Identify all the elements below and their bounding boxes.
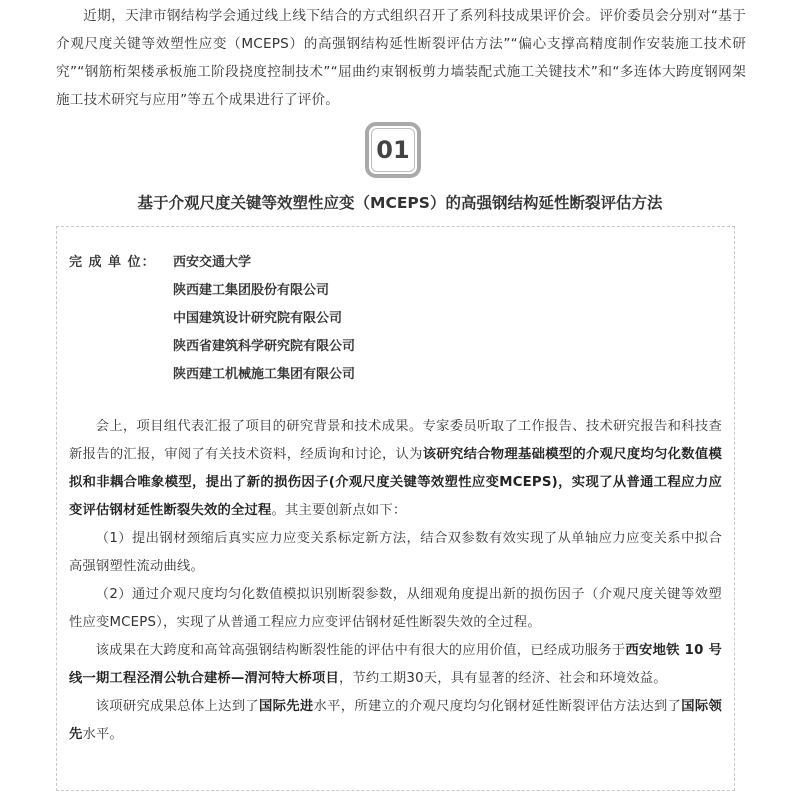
section-heading: 基于介观尺度关键等效塑性应变（MCEPS）的高强钢结构延性断裂评估方法 [137, 194, 663, 212]
unit-name: 陕西建工机械施工集团有限公司 [173, 367, 356, 382]
conclusion-paragraph [69, 693, 722, 749]
text-run: 该项研究成果总体上达到了 [95, 699, 260, 714]
unit-name: 陕西建工集团股份有限公司 [173, 283, 330, 298]
text-run: 。其主要创新点如下： [271, 503, 407, 518]
unit-name: 中国建筑设计研究院有限公司 [173, 311, 343, 326]
innovation-point-1: （1）提出钢材颈缩后真实应力应变关系标定新方法，结合双参数有效实现了从单轴应力应变关系中拟合高强钢塑性流动曲线。 [69, 531, 722, 574]
unit-name: 陕西省建筑科学研究院有限公司 [173, 339, 356, 354]
units-label: 完 成 单 位： [69, 255, 156, 270]
achievement-box [56, 226, 735, 791]
text-run: 水平，所建立的介观尺度均匀化钢材延性断裂评估方法达到了 [313, 699, 682, 714]
units-row [69, 249, 355, 277]
bold-text-run: 国际先进 [259, 699, 314, 714]
section-number: 01 [371, 128, 415, 172]
text-run: 水平。 [82, 727, 123, 742]
bold-text-run: 国际领先 [69, 699, 722, 742]
innovation-point-2: （2）通过介观尺度均匀化数值模拟识别断裂参数，从细观角度提出新的损伤因子（介观尺度关键等效塑性应变MCEPS），实现了从普通工程应力应变评估钢材延性断裂失效的全过程。 [69, 587, 722, 630]
text-run: 会上，项目组代表汇报了项目的研究背景和技术成果。专家委员听取了工作报告、技术研究报告和科技查新报告的汇报，审阅了有关技术资料，经质询和讨论，认为 [69, 419, 722, 462]
bold-text-run: 该研究结合物理基础模型的介观尺度均匀化数值模拟和非耦合唯象模型，提出了新的损伤因子(介观尺度关键等效塑性应变MCEPS)，实现了从普通工程应力应变评估钢材延性断裂失效的全过程 [69, 447, 722, 518]
text-run: 该成果在大跨度和高耸高强钢结构断裂性能的评估中有很大的应用价值，已经成功服务于 [95, 643, 626, 658]
bold-text-run: 西安地铁 10 号线一期工程泾渭公轨合建桥—渭河特大桥项目 [69, 643, 722, 686]
section-number-badge [365, 122, 421, 178]
evaluation-body [69, 413, 722, 749]
evaluation-paragraph [69, 413, 722, 525]
unit-name: 西安交通大学 [173, 255, 252, 270]
completion-units [69, 249, 355, 389]
intro-paragraph: 近期，天津市钢结构学会通过线上线下结合的方式组织召开了系列科技成果评价会。评价委员会分别对“基于介观尺度关键等效塑性应变（MCEPS）的高强钢结构延性断裂评估方法”“偏心支撑高精度制作安装施工技术研究”“钢筋桁架楼承板施工阶段挠度控制技术”“屈曲约束钢板剪力墙装配式施工关键技术”和“多连体大跨度钢网架施工技术研究与应用”等五个成果进行了评价。 [56, 8, 746, 108]
text-run: ，节约工期30天，具有显著的经济、社会和环境效益。 [338, 671, 667, 686]
application-paragraph [69, 637, 722, 693]
